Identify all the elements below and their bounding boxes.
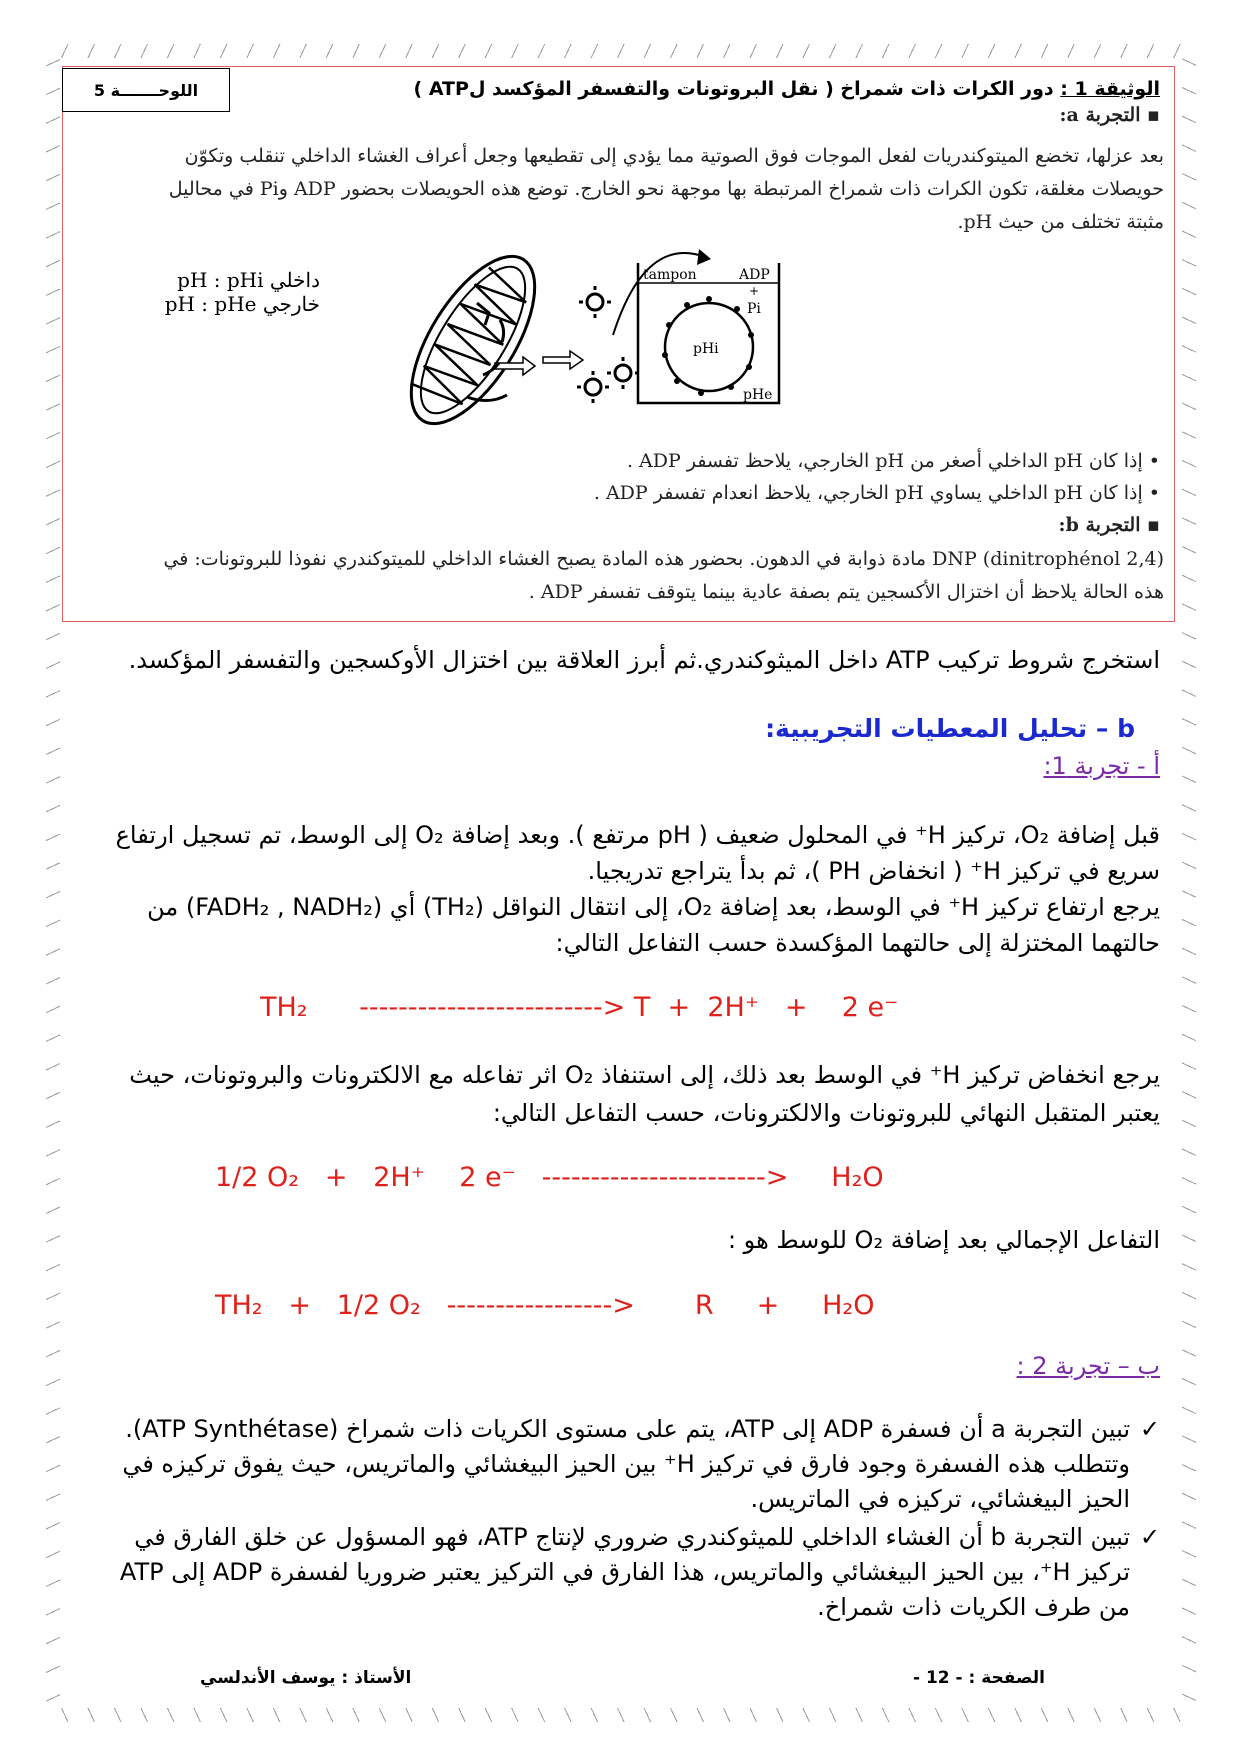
decorative-border-left bbox=[46, 50, 60, 1710]
tampon-label: tampon bbox=[643, 267, 697, 283]
exp1-paragraph-4: التفاعل الإجمالي بعد إضافة O₂ للوسط هو : bbox=[727, 1226, 1160, 1254]
ph-internal-label: pH : pHi داخلي bbox=[177, 268, 320, 292]
bullet-1-text: تبين التجربة a أن فسفرة ADP إلى ATP، يتم على مستوى الكريات ذات شمراخ (ATP Synthétase). وتتطلب هذه الفسفرة وجود فارق في تركيز H⁺ بين الحيز البيغشائي والماتريس، حيث يفوق تركيزه في الحيز البيغشائي، تركيزه في الماتريس. bbox=[122, 1415, 1130, 1513]
exp1-paragraph-3: يرجع انخفاض تركيز H⁺ في الوسط بعد ذلك، إلى استنفاذ O₂ اثر تفاعله مع الالكترونات والبروتونات، حيث يعتبر المتقبل النهائي للبروتونات والالكترونات، حسب التفاعل التالي: bbox=[129, 1061, 1160, 1127]
check-icon: ✓ bbox=[1139, 1415, 1160, 1443]
author-name: الأستاذ : يوسف الأندلسي bbox=[200, 1668, 412, 1688]
curved-arrow-icon bbox=[613, 249, 711, 335]
experiment-a-heading: ▪ التجربة a: bbox=[1059, 104, 1160, 126]
phi-label: pHi bbox=[693, 341, 719, 357]
decorative-border-top bbox=[52, 44, 1192, 58]
observation-2: • إذا كان pH الداخلي يساوي pH الخارجي، يلاحظ انعدام تفسفر ADP . bbox=[593, 482, 1160, 504]
experiment-a-text: بعد عزلها، تخضع الميتوكندريات لفعل الموجات فوق الصوتية مما يؤدي إلى تقطيعها وجعل أعراف الغشاء الداخلي تنقلب وتكوّن حويصلات مغلقة، تكون الكرات ذات شمراخ المرتبطة بها موجهة نحو الخارج. توضع هذه الحويصلات بحضور ADP وPi في محاليل مثبتة تختلف من حيث pH. bbox=[168, 145, 1164, 233]
equation-2: 1/2 O₂ + 2H⁺ 2 e⁻ -----------------------> H₂O bbox=[215, 1162, 884, 1193]
title-prefix: الوثيقة 1 : bbox=[1060, 78, 1160, 100]
experiment-b-heading: ▪ التجربة b: bbox=[1058, 514, 1160, 536]
observation-1: • إذا كان pH الداخلي أصغر من pH الخارجي، يلاحظ تفسفر ADP . bbox=[626, 450, 1160, 472]
right-arrow-icon-2 bbox=[543, 351, 583, 369]
pi-label: Pi bbox=[747, 301, 761, 317]
plus-label: + bbox=[749, 284, 760, 298]
ph-external-label: pH : pHe خارجي bbox=[164, 292, 320, 316]
equation-3: TH₂ + 1/2 O₂ -----------------> R + H₂O bbox=[215, 1290, 875, 1321]
mitochondrion-icon bbox=[395, 245, 559, 435]
page-number: الصفحة : - 12 - bbox=[912, 1668, 1045, 1688]
exp2-heading: ب – تجربة 2 : bbox=[1016, 1352, 1160, 1380]
ph-labels bbox=[150, 268, 320, 316]
experiment-b-text: (2,4 dinitrophénol) DNP مادة ذوابة في الدهون. بحضور هذه المادة يصبح الغشاء الداخلي للميتوكندري نفوذا للبروتونات: في هذه الحالة يلاحظ أن اختزال الأكسجين يتم بصفة عادية بينما يتوقف تفسفر ADP . bbox=[163, 548, 1164, 603]
check-icon: ✓ bbox=[1139, 1523, 1160, 1551]
title-rest: دور الكرات ذات شمراخ ( نقل البروتونات والتفسفر المؤكسد لATP ) bbox=[413, 78, 1061, 100]
adp-label: ADP bbox=[739, 267, 770, 283]
exp1-paragraph-1: قبل إضافة O₂، تركيز H⁺ في المحلول ضعيف ( pH مرتفع ). وبعد إضافة O₂ إلى الوسط، تم تسجيل ارتفاع سريع في تركيز H⁺ ( انخفاض PH )، ثم بدأ يتراجع تدريجيا. bbox=[115, 821, 1160, 885]
decorative-border-right bbox=[1182, 50, 1196, 1710]
equation-1: TH₂ -------------------------> T + 2H⁺ + 2 e⁻ bbox=[260, 992, 899, 1023]
question-text: استخرج شروط تركيب ATP داخل الميثوكندري.ثم أبرز العلاقة بين اختزال الأوكسجين والتفسفر المؤكسد. bbox=[128, 646, 1160, 674]
phe-label: pHe bbox=[743, 387, 773, 403]
conclusion-bullet-1 bbox=[100, 1412, 1160, 1517]
decorative-border-bottom bbox=[52, 1708, 1192, 1722]
bullet-2-text: تبين التجربة b أن الغشاء الداخلي للميثوكندري ضروري لإنتاج ATP، فهو المسؤول عن خلق الفارق في تركيز H⁺، بين الحيز البيغشائي والماتريس، هذا الفارق في التركيز يعتبر ضروريا لفسفرة ADP إلى ATP من طرف الكريات ذات شمراخ. bbox=[119, 1523, 1130, 1621]
exp1-paragraph-2: يرجع ارتفاع تركيز H⁺ في الوسط، بعد إضافة O₂، إلى انتقال النواقل (TH₂) أي (FADH₂ , NADH₂) من حالتهما المختزلة إلى حالتهما المؤكسدة حسب التفاعل التالي: bbox=[147, 893, 1160, 957]
conclusion-bullet-2 bbox=[100, 1520, 1160, 1625]
document-title bbox=[414, 78, 1160, 100]
vesicle-gears-icon bbox=[577, 286, 639, 403]
plate-label: اللوحـــــــة 5 bbox=[62, 68, 230, 112]
section-b-heading: b – تحليل المعطيات التجريبية: bbox=[765, 714, 1135, 743]
mitochondria-diagram bbox=[395, 245, 915, 435]
exp1-heading: أ - تجربة 1: bbox=[1043, 752, 1160, 780]
